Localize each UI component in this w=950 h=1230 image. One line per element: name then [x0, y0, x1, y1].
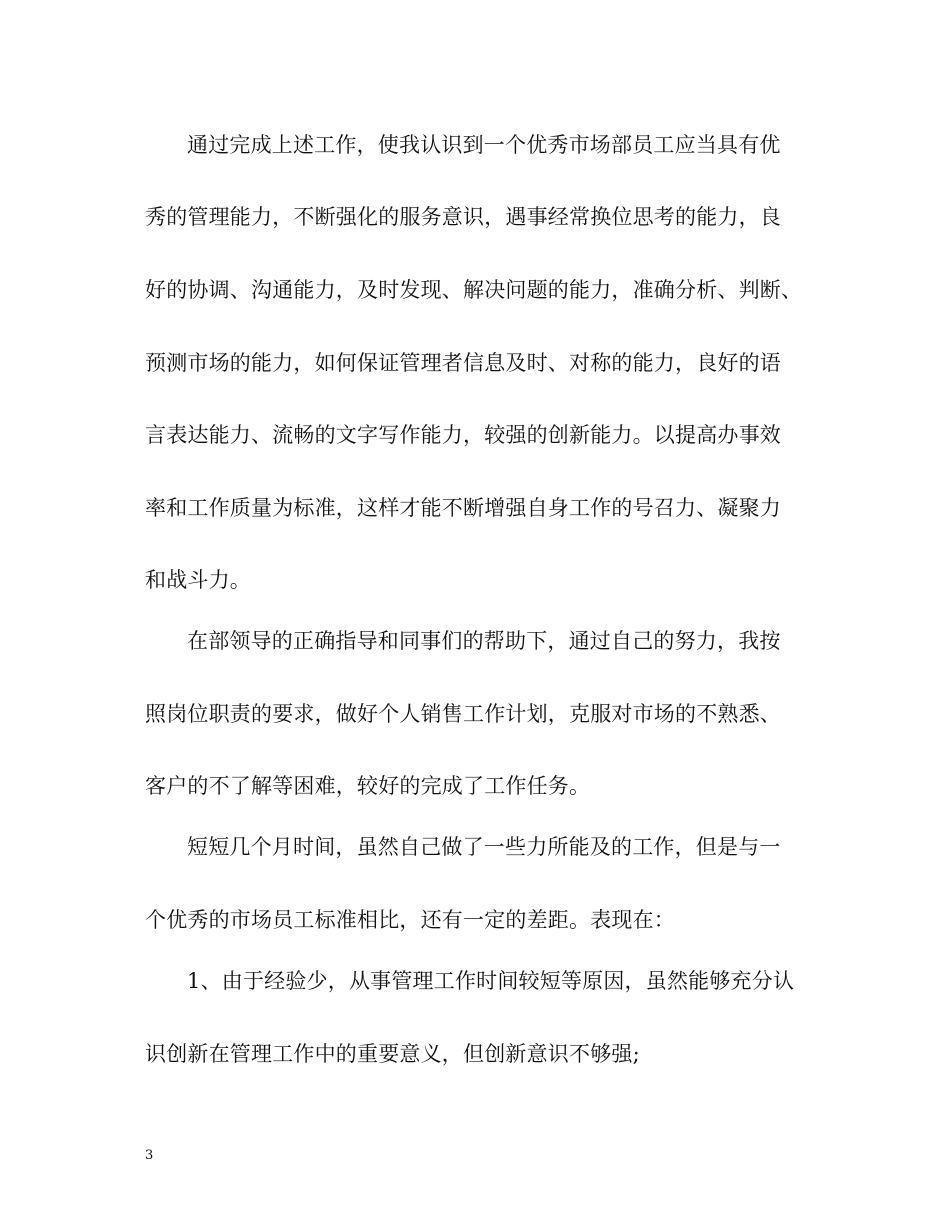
paragraph-line: 客户的不了解等困难，较好的完成了工作任务。 [145, 774, 591, 798]
paragraph-line: 言表达能力、流畅的文字写作能力，较强的创新能力。以提高办事效 [145, 423, 781, 447]
paragraph-line: 预测市场的能力，如何保证管理者信息及时、对称的能力，良好的语 [145, 351, 781, 375]
paragraph-line: 秀的管理能力，不断强化的服务意识，遇事经常换位思考的能力，良 [145, 205, 781, 229]
paragraph-line: 短短几个月时间，虽然自己做了一些力所能及的工作，但是与一 [187, 835, 781, 859]
paragraph-line: 好的协调、沟通能力，及时发现、解决问题的能力，准确分析、判断、 [145, 278, 803, 302]
paragraph-line: 和战斗力。 [145, 568, 251, 592]
paragraph-line: 通过完成上述工作，使我认识到一个优秀市场部员工应当具有优 [187, 133, 781, 157]
paragraph-line: 识创新在管理工作中的重要意义，但创新意识不够强; [145, 1042, 640, 1066]
paragraph-line: 照岗位职责的要求，做好个人销售工作计划，克服对市场的不熟悉、 [145, 702, 781, 726]
paragraph-line: 在部领导的正确指导和同事们的帮助下，通过自己的努力，我按 [187, 629, 781, 653]
paragraph-line: 1、由于经验少，从事管理工作时间较短等原因，虽然能够充分认 [187, 969, 795, 993]
paragraph-line: 率和工作质量为标准，这样才能不断增强自身工作的号召力、凝聚力 [145, 496, 781, 520]
page-number: 3 [145, 1148, 154, 1163]
paragraph-line: 个优秀的市场员工标准相比，还有一定的差距。表现在： [145, 908, 675, 932]
